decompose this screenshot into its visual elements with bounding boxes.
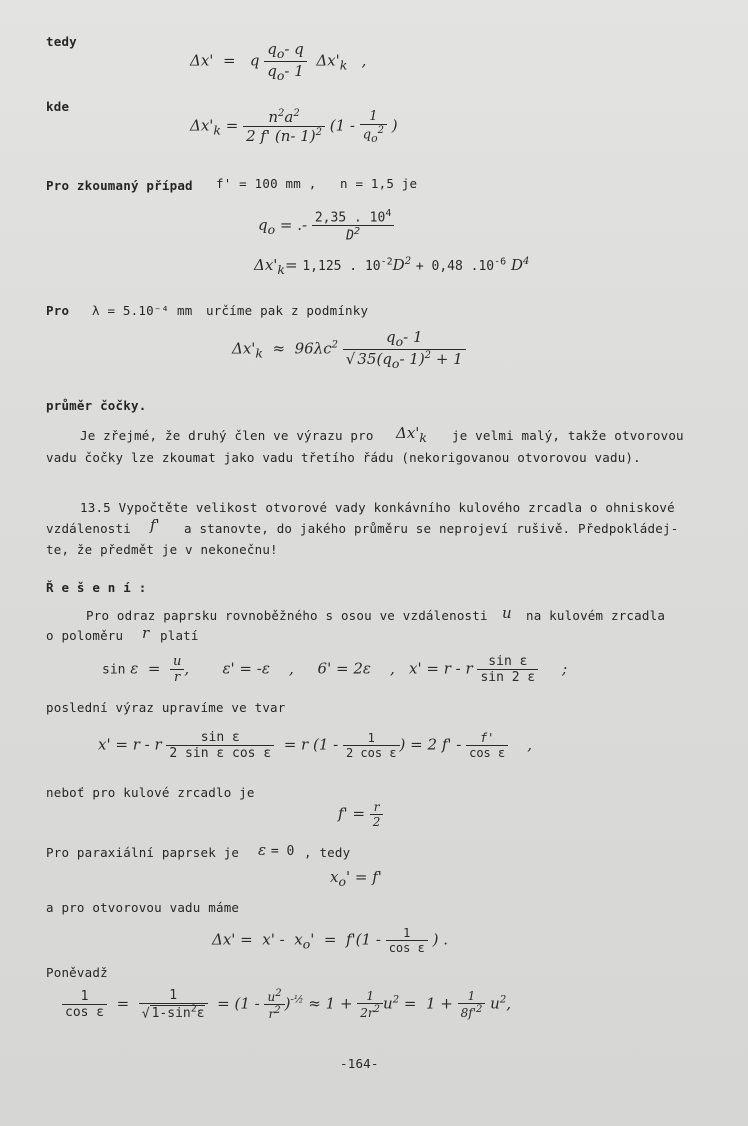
text-prumer: průměr čočky. <box>46 398 147 413</box>
text-je-zrejme: Je zřejmé, že druhý člen ve výrazu pro <box>80 428 374 443</box>
text-kde: kde <box>46 99 70 114</box>
text-n-value: n = 1,5 je <box>340 176 418 191</box>
text-lambda: λ = 5.10⁻⁴ mm <box>92 303 193 318</box>
equation-delta-x: Δx' = q $\frac{q_o- q}{q_o- 1}$ $\Delta x'_k$ , <box>190 40 367 83</box>
equation-series: $\frac{1}{\text{cos ε}}$ = $\frac{1}{√ 1-\sin^2\varepsilon}$ = (1 - $\frac{u^2}{r^2}$ )$^{-\frac{1}{2}}$ ≈ 1 + $\frac{1}{2r^2}$ $u^2 = 1$ + $\frac{1}{8f'^2}$ $u^2$, <box>62 988 511 1021</box>
math-f-prime: f' <box>150 516 160 534</box>
math-u: u <box>502 604 512 622</box>
text-task-2b: a stanovte, do jakého průměru se neprojeví rušivě. Předpokládej- <box>184 521 679 536</box>
text-posledni: poslední výraz upravíme ve tvar <box>46 700 286 715</box>
text-task-1: 13.5 Vypočtěte velikost otvorové vady konkávního kulového zrcadla o ohniskové <box>80 500 675 515</box>
text-task-2a: vzdálenosti <box>46 521 131 536</box>
math-eps-zero: ε = 0 <box>258 841 295 859</box>
text-odraz-1a: Pro odraz paprsku rovnoběžného s osou ve vzdálenosti <box>86 608 488 623</box>
text-nebot: neboť pro kulové zrcadlo je <box>46 785 255 800</box>
text-paraxialni-b: , tedy <box>304 845 351 860</box>
equation-x0: $x_o' = f'$ <box>330 868 382 889</box>
text-odraz-2b: platí <box>160 628 199 643</box>
text-ponevadz: Poněvadž <box>46 965 108 980</box>
text-pro: Pro <box>46 303 70 318</box>
text-f-value: f' = 100 mm , <box>216 176 317 191</box>
text-tedy: tedy <box>46 34 77 49</box>
text-paraxialni-a: Pro paraxiální paprsek je <box>46 845 240 860</box>
text-pro-zkoumany: Pro zkoumaný případ <box>46 178 193 193</box>
text-odraz-1b: na kulovém zrcadla <box>526 608 666 623</box>
equation-q0: $q_o$ = .- $\frac{2,35 . 10^4}{D^2}$ <box>258 208 394 244</box>
equation-delta-x-mirror: $\Delta x' = x' - x_o' = f'(1$ - $\frac{1}{\text{cos ε}}$ ) . <box>212 926 448 955</box>
text-task-3: te, že předmět je v nekonečnu! <box>46 542 278 557</box>
equation-sin-eps: sin ε = $\frac{u}{r}$ , ε' = -ε , 6' = 2ε , x' = r - r $\frac{\text{sin ε}}{\sin 2 \varepsilon}$ ; <box>102 654 568 685</box>
equation-condition: $\Delta x'_k \approx 96\lambda c^2$ $\frac{q_o- 1}{√ 35(q_o- 1)^2 + 1}$ <box>232 328 466 371</box>
equation-x-prime: x' = r - r $\frac{\text{sin ε}}{\text{2 sin ε cos ε}}$ = r (1 - $\frac{1}{\text{2 cos ε}}$ ) = 2 f' - $\frac{f'}{\text{cos ε}}$ , <box>98 730 533 761</box>
text-je-velmi: je velmi malý, takže otvorovou <box>452 428 684 443</box>
equation-delta-xk-value: $\Delta x'_k= 1,125$ . $10^{-2}D^2 + 0,48$ $.10^{-6}$ $D^4$ <box>254 256 530 277</box>
page-number: -164- <box>340 1056 379 1071</box>
equation-f-r2: f' = $\frac{r}{2}$ <box>338 800 383 829</box>
text-urcime: určíme pak z podmínky <box>206 303 369 318</box>
text-otvorovou: a pro otvorovou vadu máme <box>46 900 240 915</box>
text-vadu-cocky: vadu čočky lze zkoumat jako vadu třetího řádu (nekorigovanou otvorovou vadu). <box>46 450 641 465</box>
equation-delta-xk: $\Delta x'_k$ = $\frac{n^2a^2}{2 f' (n- 1)^2}$ (1 - $\frac{1}{q_o^2}$ ) <box>190 108 398 145</box>
math-delta-xk-inline: $\Delta x'_k$ <box>396 424 427 445</box>
text-odraz-2a: o poloměru <box>46 628 124 643</box>
math-r: r <box>142 624 150 642</box>
heading-reseni: Ř e š e n í : <box>46 580 147 595</box>
